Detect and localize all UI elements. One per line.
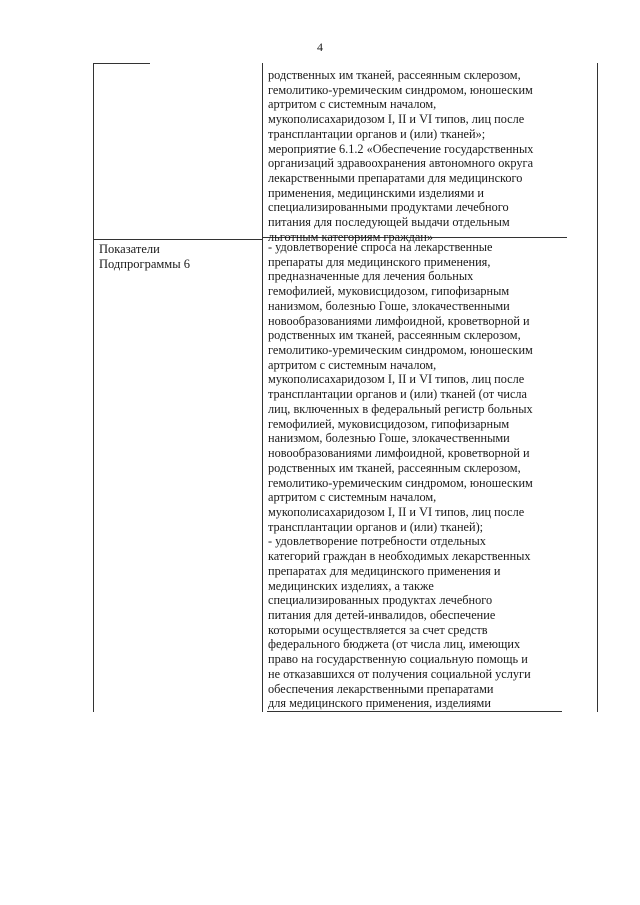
text-line: трансплантации органов и (или) тканей); — [268, 519, 484, 534]
table-column-divider — [262, 63, 263, 712]
text-line: гемофилией, муковисцидозом, гипофизарным — [268, 284, 510, 299]
lower-cell-text — [268, 240, 594, 711]
text-line: родственных им тканей, рассеянным склерозом, — [268, 460, 521, 475]
text-line: препараты для медицинского применения, — [268, 254, 491, 269]
text-line: специализированными продуктами лечебного — [268, 200, 509, 215]
table-right-border — [597, 63, 598, 712]
text-line: специализированных продуктах лечебного — [268, 593, 493, 608]
text-line: питания для последующей выдачи отдельным — [268, 215, 510, 230]
text-line: льготным категориям граждан» — [268, 229, 434, 244]
label-line: Подпрограммы 6 — [99, 256, 190, 271]
table-bottom-border — [267, 711, 562, 712]
text-line: лекарственными препаратами для медицинского — [268, 171, 523, 186]
label-line: Показатели — [99, 242, 160, 256]
table-left-border — [93, 63, 94, 712]
text-line: трансплантации органов и (или) тканей (от числа — [268, 387, 528, 402]
text-line: артритом с системным началом, — [268, 357, 437, 372]
text-line: федерального бюджета (от числа лиц, имеющих — [268, 637, 521, 652]
text-line: категорий граждан в необходимых лекарственных — [268, 549, 531, 564]
text-line: гемолитико-уремическим синдромом, юношеским — [268, 343, 533, 358]
text-line: мукополисахаридозом I, II и VI типов, лиц после — [268, 372, 525, 387]
text-line: новообразованиями лимфоидной, кроветворной и — [268, 313, 530, 328]
text-line: питания для детей-инвалидов, обеспечение — [268, 607, 496, 622]
text-line: которыми осуществляется за счет средств — [268, 622, 488, 637]
text-line: обеспечения лекарственными препаратами — [268, 681, 494, 696]
text-line: не отказавшихся от получения социальной услуги — [268, 666, 531, 681]
text-line: - удовлетворение потребности отдельных — [268, 534, 486, 549]
text-line: мукополисахаридозом I, II и VI типов, лиц после — [268, 504, 525, 519]
page-number: 4 — [317, 40, 323, 54]
text-line: - удовлетворение спроса на лекарственные — [268, 240, 493, 254]
text-line: предназначенные для лечения больных — [268, 269, 474, 284]
text-line: мероприятие 6.1.2 «Обеспечение государственных — [268, 141, 534, 156]
text-line: трансплантации органов и (или) тканей»; — [268, 126, 486, 141]
text-line: артритом с системным началом, — [268, 490, 437, 505]
text-line: мукополисахаридозом I, II и VI типов, лиц после — [268, 112, 525, 127]
text-line: родственных им тканей, рассеянным склерозом, — [268, 68, 521, 82]
text-line: право на государственную социальную помощь и — [268, 652, 528, 667]
text-line: для медицинского применения, изделиями — [268, 696, 491, 711]
text-line: новообразованиями лимфоидной, кроветворной и — [268, 446, 530, 461]
row-label-indicators — [99, 242, 190, 271]
upper-cell-text — [268, 68, 594, 245]
text-line: гемолитико-уремическим синдромом, юношеским — [268, 475, 533, 490]
text-line: нанизмом, болезнью Гоше, злокачественными — [268, 298, 510, 313]
text-line: лиц, включенных в федеральный регистр больных — [268, 401, 533, 416]
table-top-border — [93, 63, 150, 64]
table-row-divider-left — [93, 239, 262, 240]
text-line: нанизмом, болезнью Гоше, злокачественными — [268, 431, 510, 446]
text-line: гемофилией, муковисцидозом, гипофизарным — [268, 416, 510, 431]
text-line: родственных им тканей, рассеянным склерозом, — [268, 328, 521, 343]
text-line: гемолитико-уремическим синдромом, юношеским — [268, 82, 533, 97]
text-line: медицинских изделиях, а также — [268, 578, 434, 593]
text-line: препаратах для медицинского применения и — [268, 563, 501, 578]
text-line: организаций здравоохранения автономного округа — [268, 156, 534, 171]
text-line: артритом с системным началом, — [268, 97, 437, 112]
text-line: применения, медицинскими изделиями и — [268, 185, 484, 200]
